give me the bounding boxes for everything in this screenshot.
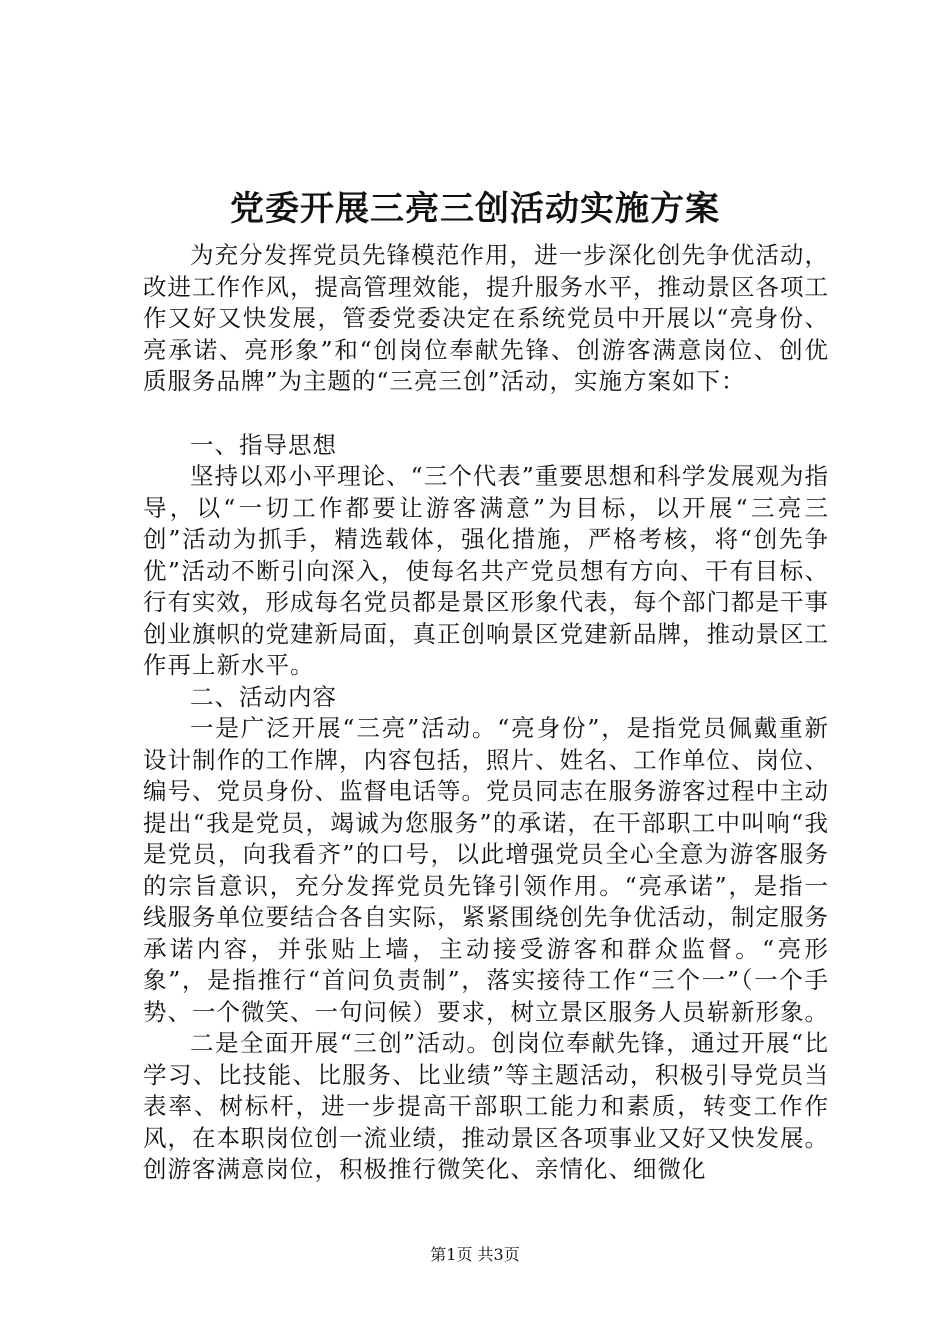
section-heading-activity-content: 二、活动内容	[190, 682, 337, 711]
paragraph-spacer	[143, 398, 829, 430]
page-footer: 第1页 共3页	[430, 1245, 520, 1264]
intro-paragraph: 为充分发挥党员先锋模范作用，进一步深化创先争优活动，改进工作作风，提高管理效能，提升服务水平，推动景区各项工作又好又快发展，管委党委决定在系统党员中开展以“亮身份、亮承诺、亮形象”和“创岗位奉献先锋、创游客满意岗位、创优质服务品牌”为主题的“三亮三创”活动，实施方案如下：	[143, 241, 829, 395]
document-title: 党委开展三亮三创活动实施方案	[230, 189, 720, 229]
three-liang-paragraph: 一是广泛开展“三亮”活动。“亮身份”，是指党员佩戴重新设计制作的工作牌，内容包括，照片、姓名、工作单位、岗位、编号、党员身份、监督电话等。党员同志在服务游客过程中主动提出“我是党员，竭诚为您服务”的承诺，在干部职工中叫响“我是党员，向我看齐”的口号，以此增强党员全心全意为游客服务的宗旨意识，充分发挥党员先锋引领作用。“亮承诺”，是指一线服务单位要结合各自实际，紧紧围绕创先争优活动，制定服务承诺内容，并张贴上墙，主动接受游客和群众监督。“亮形象”，是指推行“首问负责制”，落实接待工作“三个一”（一个手势、一个微笑、一句问候）要求，树立景区服务人员崭新形象。	[143, 714, 829, 1026]
guiding-thought-paragraph: 坚持以邓小平理论、“三个代表”重要思想和科学发展观为指导，以“一切工作都要让游客满意”为目标，以开展“三亮三创”活动为抓手，精选载体，强化措施，严格考核，将“创先争优”活动不断引向深入，使每名共产党员想有方向、干有目标、行有实效，形成每名党员都是景区形象代表，每个部门都是干事创业旗帜的党建新局面，真正创响景区党建新品牌，推动景区工作再上新水平。	[143, 462, 829, 679]
section-heading-guiding-thought: 一、指导思想	[190, 430, 337, 459]
document-body	[143, 240, 829, 1186]
three-chuang-paragraph: 二是全面开展“三创”活动。创岗位奉献先锋，通过开展“比学习、比技能、比服务、比业绩”等主题活动，积极引导党员当表率、树标杆，进一步提高干部职工能力和素质，转变工作作风，在本职岗位创一流业绩，推动景区各项事业又好又快发展。创游客满意岗位，积极推行微笑化、亲情化、细微化	[143, 1029, 829, 1183]
